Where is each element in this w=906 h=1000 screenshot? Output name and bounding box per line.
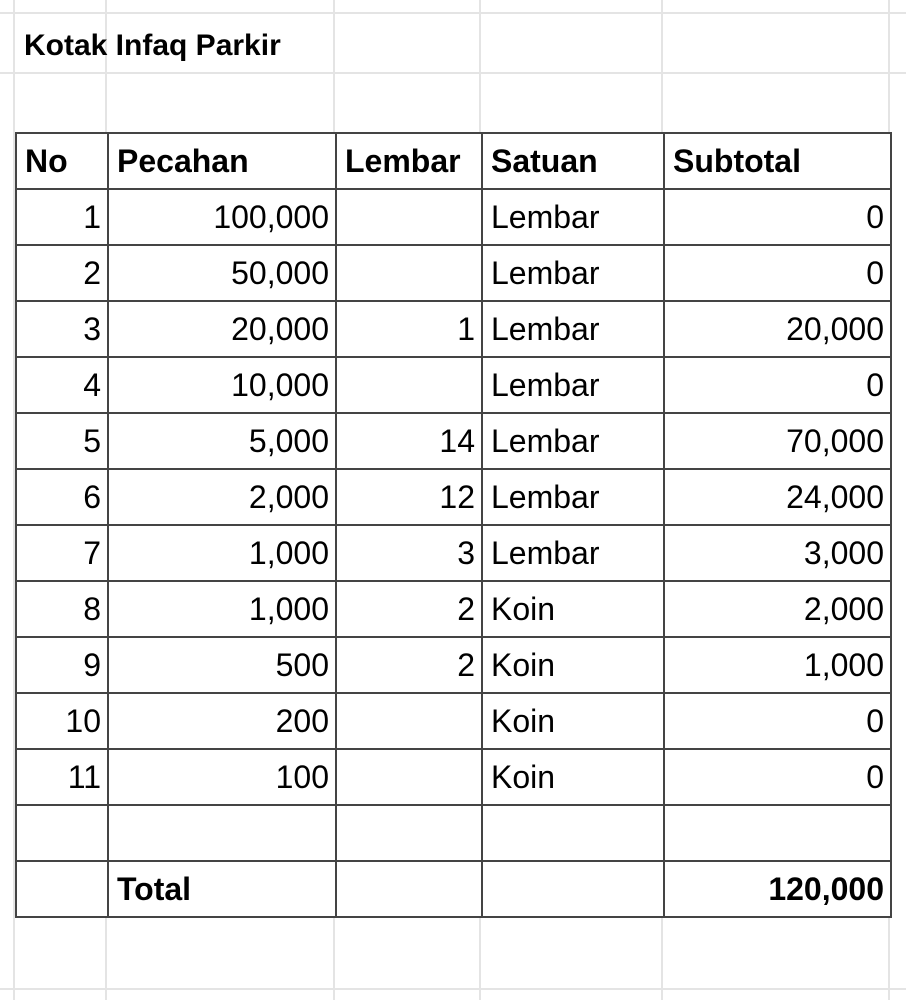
empty-cell[interactable] [16,861,108,917]
no-cell[interactable]: 11 [16,749,108,805]
grid-line [0,988,906,990]
pecahan-cell[interactable]: 500 [108,637,336,693]
lembar-cell[interactable] [336,749,482,805]
table-row [16,637,891,693]
lembar-cell[interactable] [336,245,482,301]
subtotal-cell[interactable]: 70,000 [664,413,891,469]
pecahan-cell[interactable]: 100,000 [108,189,336,245]
header-row [16,133,891,189]
satuan-cell[interactable]: Lembar [482,413,664,469]
denomination-table [15,132,892,918]
no-cell[interactable]: 4 [16,357,108,413]
satuan-cell[interactable]: Lembar [482,189,664,245]
pecahan-cell[interactable]: 2,000 [108,469,336,525]
satuan-cell[interactable]: Koin [482,581,664,637]
lembar-cell[interactable] [336,189,482,245]
lembar-cell[interactable]: 2 [336,637,482,693]
header-subtotal-cell[interactable]: Subtotal [664,133,891,189]
empty-cell[interactable] [664,805,891,861]
subtotal-cell[interactable]: 0 [664,749,891,805]
table-row [16,749,891,805]
grid-line [0,12,906,14]
table-row [16,189,891,245]
empty-cell[interactable] [336,805,482,861]
pecahan-cell[interactable]: 1,000 [108,581,336,637]
total-value-cell[interactable]: 120,000 [664,861,891,917]
satuan-cell[interactable]: Koin [482,637,664,693]
empty-cell[interactable] [482,805,664,861]
satuan-cell[interactable]: Lembar [482,525,664,581]
header-lembar-cell[interactable]: Lembar [336,133,482,189]
subtotal-cell[interactable]: 2,000 [664,581,891,637]
empty-cell[interactable] [482,861,664,917]
no-cell[interactable]: 3 [16,301,108,357]
empty-cell[interactable] [108,805,336,861]
pecahan-cell[interactable]: 100 [108,749,336,805]
empty-cell[interactable] [336,861,482,917]
grid-line [0,72,906,74]
table-row [16,693,891,749]
table-row [16,245,891,301]
total-row [16,861,891,917]
lembar-cell[interactable]: 3 [336,525,482,581]
satuan-cell[interactable]: Lembar [482,357,664,413]
table-row [16,525,891,581]
satuan-cell[interactable]: Koin [482,693,664,749]
pecahan-cell[interactable]: 10,000 [108,357,336,413]
table-row [16,357,891,413]
table-row [16,413,891,469]
no-cell[interactable]: 8 [16,581,108,637]
empty-row [16,805,891,861]
subtotal-cell[interactable]: 0 [664,357,891,413]
lembar-cell[interactable] [336,693,482,749]
lembar-cell[interactable] [336,357,482,413]
sheet-title-cell[interactable]: Kotak Infaq Parkir [24,29,281,62]
no-cell[interactable]: 1 [16,189,108,245]
subtotal-cell[interactable]: 24,000 [664,469,891,525]
lembar-cell[interactable]: 14 [336,413,482,469]
subtotal-cell[interactable]: 1,000 [664,637,891,693]
satuan-cell[interactable]: Lembar [482,301,664,357]
pecahan-cell[interactable]: 200 [108,693,336,749]
subtotal-cell[interactable]: 0 [664,189,891,245]
lembar-cell[interactable]: 12 [336,469,482,525]
lembar-cell[interactable]: 1 [336,301,482,357]
no-cell[interactable]: 2 [16,245,108,301]
no-cell[interactable]: 6 [16,469,108,525]
no-cell[interactable]: 9 [16,637,108,693]
pecahan-cell[interactable]: 5,000 [108,413,336,469]
empty-cell[interactable] [16,805,108,861]
no-cell[interactable]: 5 [16,413,108,469]
subtotal-cell[interactable]: 0 [664,245,891,301]
header-pecahan-cell[interactable]: Pecahan [108,133,336,189]
no-cell[interactable]: 7 [16,525,108,581]
satuan-cell[interactable]: Lembar [482,245,664,301]
pecahan-cell[interactable]: 1,000 [108,525,336,581]
total-label-cell[interactable]: Total [108,861,336,917]
subtotal-cell[interactable]: 3,000 [664,525,891,581]
table-row [16,581,891,637]
no-cell[interactable]: 10 [16,693,108,749]
header-satuan-cell[interactable]: Satuan [482,133,664,189]
subtotal-cell[interactable]: 20,000 [664,301,891,357]
lembar-cell[interactable]: 2 [336,581,482,637]
header-no-cell[interactable]: No [16,133,108,189]
subtotal-cell[interactable]: 0 [664,693,891,749]
satuan-cell[interactable]: Koin [482,749,664,805]
pecahan-cell[interactable]: 50,000 [108,245,336,301]
satuan-cell[interactable]: Lembar [482,469,664,525]
pecahan-cell[interactable]: 20,000 [108,301,336,357]
table-row [16,469,891,525]
table-row [16,301,891,357]
